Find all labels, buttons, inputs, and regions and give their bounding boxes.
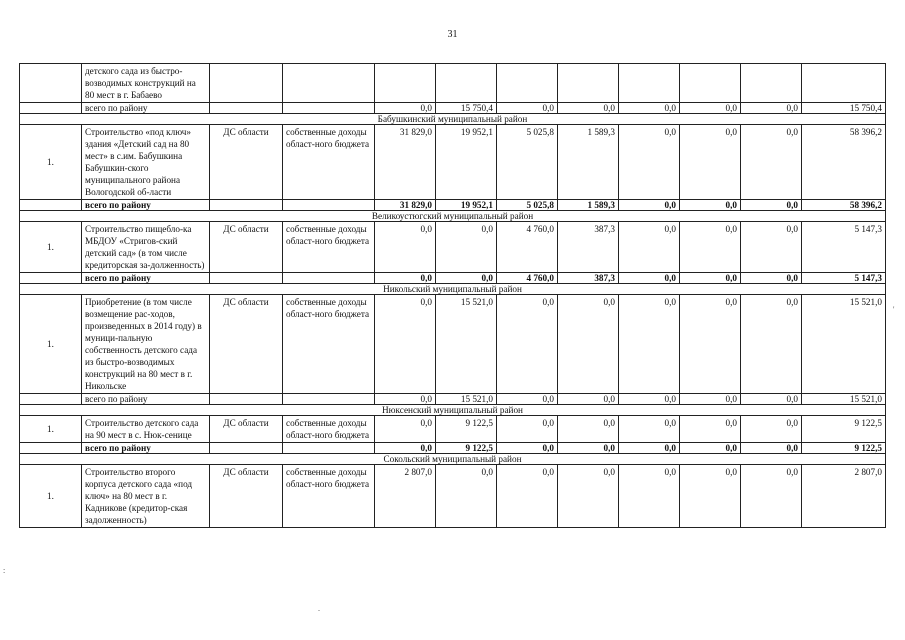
cell-value: 0,0 (375, 222, 436, 273)
total-value: 0,0 (741, 394, 802, 405)
total-value: 0,0 (497, 443, 558, 454)
cell-value: 0,0 (619, 465, 680, 528)
table-body (20, 64, 886, 528)
cell-value: 5 147,3 (802, 222, 886, 273)
cell-source (283, 394, 375, 405)
total-row (20, 394, 886, 405)
cell-value: 1 589,3 (558, 125, 619, 200)
cell-value: 0,0 (680, 416, 741, 443)
total-value: 0,0 (558, 394, 619, 405)
total-value: 0,0 (680, 200, 741, 211)
total-value: 0,0 (375, 443, 436, 454)
cell-value: 19 952,1 (436, 125, 497, 200)
cell-num (20, 394, 82, 405)
cell-value: 0,0 (741, 222, 802, 273)
cell-value (497, 64, 558, 103)
cell-object: Приобретение (в том числе возмещение рас-ходов, произведенных в 2014 году) в муници-пальную собственность детского сада из быстро-возводимых конструкций на 80 мест в г. Никольске (82, 295, 210, 394)
cell-num: 1. (20, 222, 82, 273)
cell-num (20, 103, 82, 114)
cell-object: детского сада из быстро-возводимых конструкций на 80 мест в г. Бабаево (82, 64, 210, 103)
cell-recipient: ДС области (210, 125, 283, 200)
cell-recipient (210, 443, 283, 454)
cell-value: 2 807,0 (375, 465, 436, 528)
project-row (20, 465, 886, 528)
cell-object: Строительство детского сада на 90 мест в с. Нюк-сенице (82, 416, 210, 443)
district-row (20, 211, 886, 222)
cell-recipient (210, 273, 283, 284)
cell-value: 9 122,5 (802, 416, 886, 443)
cell-recipient (210, 103, 283, 114)
total-row (20, 103, 886, 114)
cell-recipient: ДС области (210, 416, 283, 443)
total-value: 31 829,0 (375, 200, 436, 211)
cell-num: 1. (20, 416, 82, 443)
total-value: 0,0 (741, 273, 802, 284)
district-name: Никольский муниципальный район (20, 284, 886, 295)
total-value: 15 750,4 (436, 103, 497, 114)
cell-value (558, 64, 619, 103)
cell-value: 58 396,2 (802, 125, 886, 200)
total-label: всего по району (82, 273, 210, 284)
cell-object: Строительство «под ключ» здания «Детский сад на 80 мест» в с.им. Бабушкина Бабушкин-ского муниципального района Вологодской об-ласти (82, 125, 210, 200)
cell-source (283, 273, 375, 284)
total-value: 0,0 (558, 103, 619, 114)
scan-mark: : (3, 566, 6, 575)
cell-num: 1. (20, 465, 82, 528)
cell-value: 15 521,0 (436, 295, 497, 394)
cell-value: 0,0 (558, 416, 619, 443)
cell-value: 0,0 (497, 295, 558, 394)
cell-source (283, 103, 375, 114)
total-value: 0,0 (619, 443, 680, 454)
cell-source: собственные доходы област-ного бюджета (283, 416, 375, 443)
total-value: 0,0 (436, 273, 497, 284)
cell-recipient: ДС области (210, 222, 283, 273)
cell-value: 0,0 (375, 416, 436, 443)
cell-value: 0,0 (619, 222, 680, 273)
cell-num (20, 273, 82, 284)
project-row (20, 295, 886, 394)
cell-value: 0,0 (741, 465, 802, 528)
total-value: 5 025,8 (497, 200, 558, 211)
cell-source: собственные доходы област-ного бюджета (283, 465, 375, 528)
total-value: 15 521,0 (802, 394, 886, 405)
total-label: всего по району (82, 200, 210, 211)
total-value: 0,0 (741, 443, 802, 454)
total-value: 0,0 (375, 103, 436, 114)
cell-recipient: ДС области (210, 295, 283, 394)
total-label: всего по району (82, 443, 210, 454)
cell-value: 0,0 (497, 465, 558, 528)
total-row (20, 443, 886, 454)
cell-recipient (210, 64, 283, 103)
cell-source: собственные доходы област-ного бюджета (283, 295, 375, 394)
continued-row (20, 64, 886, 103)
total-value: 0,0 (497, 394, 558, 405)
cell-value: 0,0 (680, 465, 741, 528)
district-row (20, 454, 886, 465)
page-number: 31 (447, 29, 458, 40)
project-row (20, 416, 886, 443)
total-label: всего по району (82, 103, 210, 114)
cell-num (20, 443, 82, 454)
cell-value: 9 122,5 (436, 416, 497, 443)
cell-recipient (210, 394, 283, 405)
total-value: 0,0 (619, 103, 680, 114)
total-value: 0,0 (680, 443, 741, 454)
cell-value: 0,0 (680, 222, 741, 273)
cell-value (436, 64, 497, 103)
cell-source: собственные доходы област-ного бюджета (283, 222, 375, 273)
total-value: 0,0 (375, 394, 436, 405)
cell-num (20, 64, 82, 103)
cell-source (283, 443, 375, 454)
cell-value: 0,0 (436, 222, 497, 273)
cell-value: 2 807,0 (802, 465, 886, 528)
total-value: 0,0 (680, 273, 741, 284)
cell-value: 0,0 (558, 465, 619, 528)
district-name: Бабушкинский муниципальный район (20, 114, 886, 125)
cell-value: 4 760,0 (497, 222, 558, 273)
district-row (20, 114, 886, 125)
total-value: 4 760,0 (497, 273, 558, 284)
scan-mark: ' (893, 305, 895, 314)
total-value: 58 396,2 (802, 200, 886, 211)
cell-object: Строительство пищебло-ка МБДОУ «Стригов-ский детский сад» (в том числе кредиторская за-долженность) (82, 222, 210, 273)
cell-value: 0,0 (680, 295, 741, 394)
project-row (20, 222, 886, 273)
cell-value: 0,0 (375, 295, 436, 394)
cell-value (802, 64, 886, 103)
cell-value: 0,0 (619, 125, 680, 200)
cell-value: 15 521,0 (802, 295, 886, 394)
total-value: 0,0 (619, 200, 680, 211)
cell-source: собственные доходы област-ного бюджета (283, 125, 375, 200)
cell-value: 0,0 (436, 465, 497, 528)
project-row (20, 125, 886, 200)
cell-value: 0,0 (497, 416, 558, 443)
cell-value (741, 64, 802, 103)
total-value: 0,0 (375, 273, 436, 284)
total-value: 19 952,1 (436, 200, 497, 211)
cell-value: 0,0 (741, 295, 802, 394)
cell-source (283, 200, 375, 211)
cell-value: 0,0 (741, 416, 802, 443)
cell-object: Строительство второго корпуса детского сада «под ключ» на 80 мест в г. Кадникове (кредитор-ская задолженность) (82, 465, 210, 528)
budget-table (19, 63, 886, 528)
district-name: Нюксенский муниципальный район (20, 405, 886, 416)
total-value: 0,0 (497, 103, 558, 114)
total-value: 0,0 (619, 394, 680, 405)
total-value: 387,3 (558, 273, 619, 284)
cell-value: 387,3 (558, 222, 619, 273)
cell-value: 0,0 (741, 125, 802, 200)
cell-value (619, 64, 680, 103)
cell-recipient (210, 200, 283, 211)
cell-value (680, 64, 741, 103)
cell-num: 1. (20, 125, 82, 200)
total-value: 15 750,4 (802, 103, 886, 114)
total-value: 9 122,5 (802, 443, 886, 454)
district-row (20, 284, 886, 295)
total-row (20, 200, 886, 211)
cell-value: 0,0 (619, 295, 680, 394)
total-value: 0,0 (680, 103, 741, 114)
cell-value: 0,0 (619, 416, 680, 443)
total-value: 0,0 (680, 394, 741, 405)
cell-value (375, 64, 436, 103)
total-value: 9 122,5 (436, 443, 497, 454)
cell-num (20, 200, 82, 211)
cell-value: 0,0 (680, 125, 741, 200)
cell-value: 31 829,0 (375, 125, 436, 200)
scan-mark: . (318, 604, 320, 613)
district-name: Сокольский муниципальный район (20, 454, 886, 465)
cell-num: 1. (20, 295, 82, 394)
total-row (20, 273, 886, 284)
cell-value: 5 025,8 (497, 125, 558, 200)
cell-value: 0,0 (558, 295, 619, 394)
cell-source (283, 64, 375, 103)
total-value: 0,0 (619, 273, 680, 284)
total-value: 5 147,3 (802, 273, 886, 284)
district-row (20, 405, 886, 416)
cell-recipient: ДС области (210, 465, 283, 528)
total-label: всего по району (82, 394, 210, 405)
district-name: Великоустюгский муниципальный район (20, 211, 886, 222)
total-value: 15 521,0 (436, 394, 497, 405)
total-value: 0,0 (741, 103, 802, 114)
total-value: 1 589,3 (558, 200, 619, 211)
total-value: 0,0 (558, 443, 619, 454)
total-value: 0,0 (741, 200, 802, 211)
